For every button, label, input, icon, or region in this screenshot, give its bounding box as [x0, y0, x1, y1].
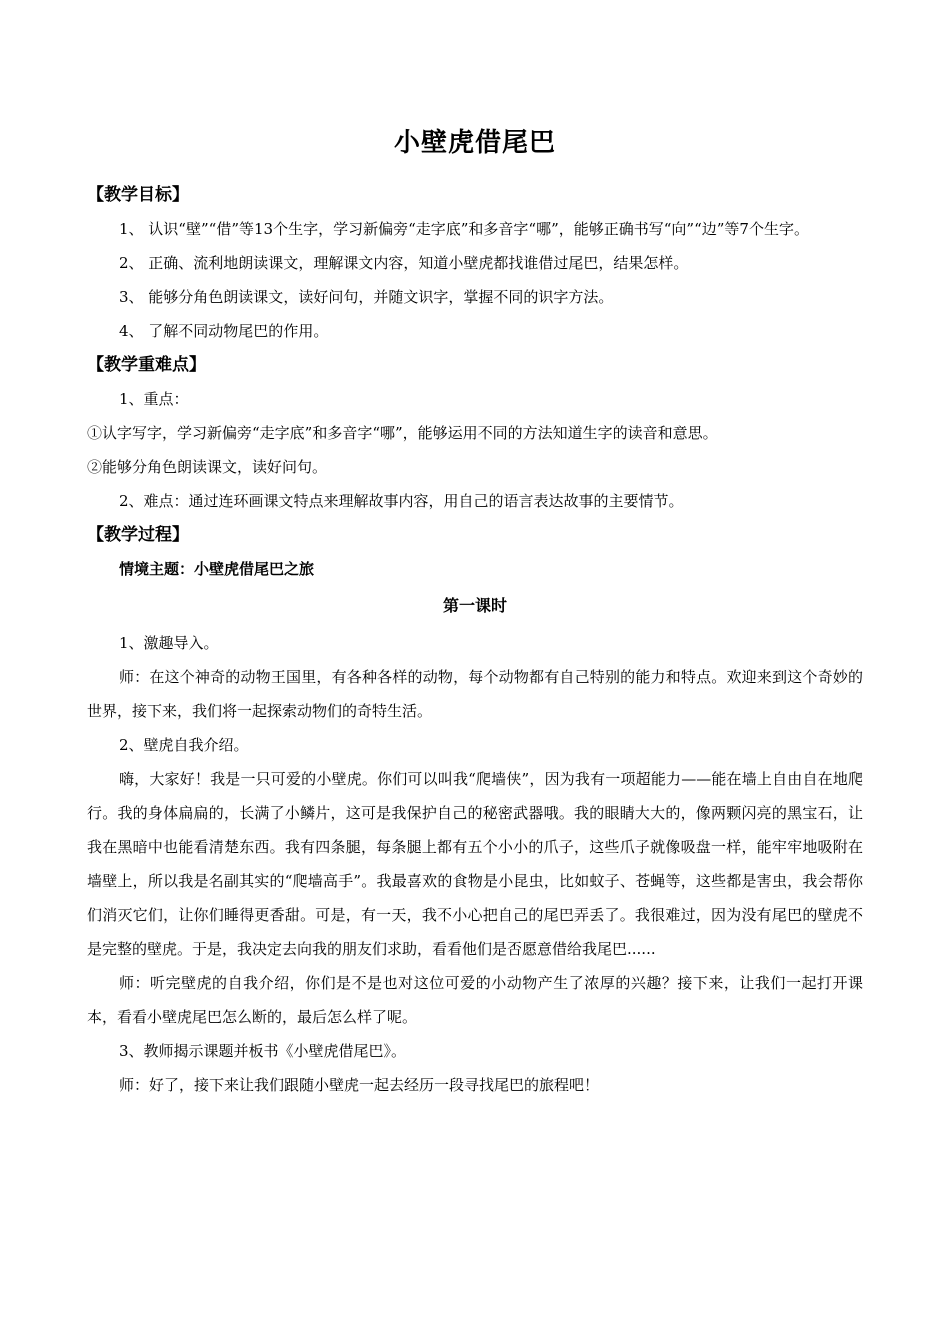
- goal-item: 1、 认识“壁”“借”等13个生字，学习新偏旁“走字底”和多音字“哪”，能够正确书写“向”“边”等7个生字。: [119, 220, 809, 238]
- lesson-title: 第一课时: [442, 596, 507, 615]
- process-paragraph: 师：在这个神奇的动物王国里，有各种各样的动物，每个动物都有自己特别的能力和特点。欢迎来到这个奇妙的世界，接下来，我们将一起探索动物们的奇特生活。: [87, 668, 863, 720]
- process-paragraph: 2、壁虎自我介绍。: [119, 736, 249, 754]
- document-body: [87, 178, 863, 1102]
- key-point-item: 2、难点：通过连环画课文特点来理解故事内容，用自己的语言表达故事的主要情节。: [119, 492, 684, 510]
- process-paragraph: 师：好了，接下来让我们跟随小壁虎一起去经历一段寻找尾巴的旅程吧！: [119, 1076, 600, 1094]
- section-heading-goals: 【教学目标】: [87, 185, 189, 205]
- scenario-theme: 情境主题：小壁虎借尾巴之旅: [119, 560, 315, 578]
- process-paragraph: 3、教师揭示课题并板书《小壁虎借尾巴》。: [119, 1042, 407, 1060]
- section-heading-process: 【教学过程】: [87, 525, 189, 545]
- goal-item: 4、 了解不同动物尾巴的作用。: [119, 322, 329, 340]
- process-paragraph: 师：听完壁虎的自我介绍，你们是不是也对这位可爱的小动物产生了浓厚的兴趣？接下来，让我们一起打开课本，看看小壁虎尾巴怎么断的，最后怎么样了呢。: [87, 974, 863, 1026]
- key-point-item: ②能够分角色朗读课文，读好问句。: [87, 458, 328, 476]
- section-heading-key-points: 【教学重难点】: [87, 355, 206, 375]
- key-point-item: 1、重点：: [119, 390, 189, 408]
- goal-item: 2、 正确、流利地朗读课文，理解课文内容，知道小壁虎都找谁借过尾巴，结果怎样。: [119, 254, 689, 272]
- page-title: 小壁虎借尾巴: [393, 128, 556, 158]
- process-paragraph: 1、激趣导入。: [119, 634, 219, 652]
- process-paragraph: 嗨，大家好！我是一只可爱的小壁虎。你们可以叫我“爬墙侠”，因为我有一项超能力——能在墙上自由自在地爬行。我的身体扁扁的，长满了小鳞片，这可是我保护自己的秘密武器哦。我的眼睛大大的，像两颗闪亮的黑宝石，让我在黑暗中也能看清楚东西。我有四条腿，每条腿上都有五个小小的爪子，这些爪子就像吸盘一样，能牢牢地吸附在墙壁上，所以我是名副其实的“爬墙高手”。我最喜欢的食物是小昆虫，比如蚊子、苍蝇等，这些都是害虫，我会帮你们消灭它们，让你们睡得更香甜。可是，有一天，我不小心把自己的尾巴弄丢了。我很难过，因为没有尾巴的壁虎不是完整的壁虎。于是，我决定去向我的朋友们求助，看看他们是否愿意借给我尾巴......: [87, 770, 863, 958]
- key-point-item: ①认字写字，学习新偏旁“走字底”和多音字“哪”，能够运用不同的方法知道生字的读音和意思。: [87, 424, 718, 442]
- goal-item: 3、 能够分角色朗读课文，读好问句，并随文识字，掌握不同的识字方法。: [119, 288, 614, 306]
